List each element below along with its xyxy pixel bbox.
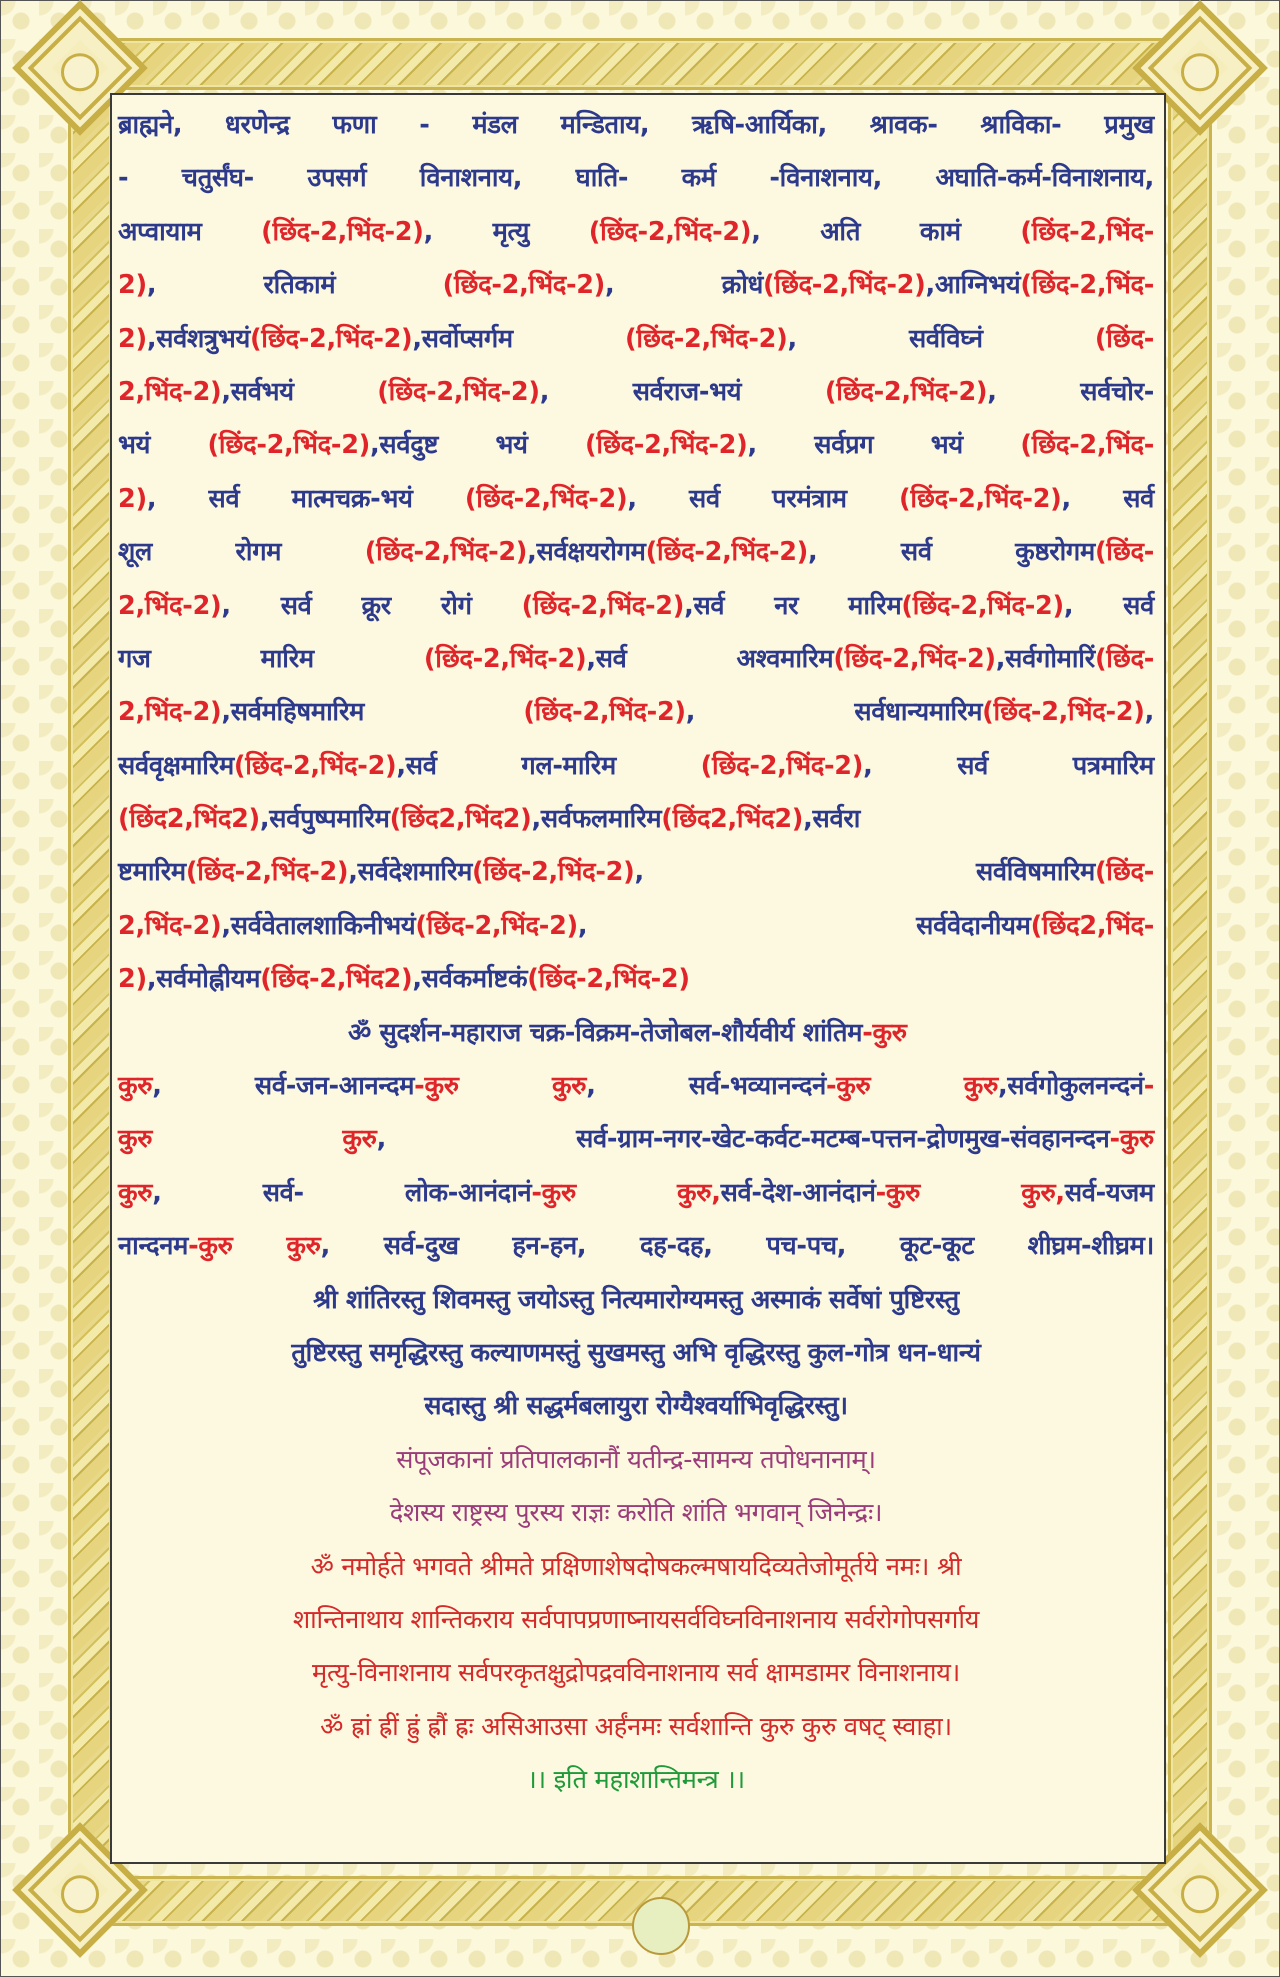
mantra-segment: शान्तिनाथाय शान्तिकराय सर्वपापप्रणाष्नायसर्वविघ्नविनाशनाय सर्वरोगोपसर्गाय [292,1604,980,1635]
mantra-refrain: 2) [118,964,147,995]
mantra-refrain: 2,भिंद-2) [118,910,222,941]
mantra-segment: , सर्व- लोक-आनंदानं [152,1177,532,1208]
mantra-segment: ॐ ह्रां ह्रीं ह्रुं ह्रौं ह्रः असिआउसा अर्हंनमः सर्वशान्ति कुरु कुरु वषट् स्वाहा। [320,1711,952,1742]
mantra-refrain: (छिंद-2,भिंद- [1020,216,1154,247]
mantra-segment: ,सर्वोप्सर्गम [412,323,625,354]
mantra-line [118,526,1154,579]
mantra-segment: सर्ववृक्षमारिम [118,750,234,781]
mantra-segment: ष्टमारिम [118,857,186,888]
mantra-segment: ,सर्वगोमारिं [995,643,1095,674]
mantra-line [118,1113,1154,1166]
mantra-line [118,793,1154,846]
mantra-segment: नान्दनम [118,1231,189,1262]
mantra-line [118,313,1154,366]
mantra-refrain: (छिंद-2,भिंद-2) [645,537,809,568]
mantra-refrain: (छिंद-2,भिंद2) [260,964,413,995]
mantra-segment: ,सर्वमोह्नीयम [146,964,261,995]
mantra-refrain: (छिंद2,भिंद2) [118,804,260,835]
mantra-segment: ,सर्वक्षयरोगम [527,537,646,568]
mantra-line [118,1701,1154,1754]
mantra-segment: देशस्य राष्ट्रस्य पुरस्य राज्ञः करोति शांति भगवान् जिनेन्द्रः। [389,1498,883,1529]
mantra-segment: , सर्व [1063,590,1154,621]
mantra-refrain: (छिंद-2,भिंद- [1020,270,1154,301]
mantra-segment: शूल रोगम [118,537,365,568]
mantra-line [118,206,1154,259]
mantra-refrain: -कुरु [862,1017,907,1048]
mantra-line [118,740,1154,793]
mantra-line [118,1220,1154,1273]
mantra-refrain: (छिंद- [1094,857,1154,888]
mantra-segment: ,सर्व गल-मारिम [396,750,701,781]
mantra-segment: , रतिकामं [146,270,443,301]
mantra-refrain: (छिंद-2,भिंद-2) [763,270,926,301]
frame-band-right [1168,38,1212,1926]
mantra-segment: ,सर्वगोकुलनन्दनं [998,1071,1144,1102]
mantra-refrain: -कुरु कुरु, [875,1177,1065,1208]
mantra-line [118,1380,1154,1433]
mantra-segment: ,सर्वशत्रुभयं [146,323,250,354]
mantra-segment: , सर्वचोर- [987,376,1154,407]
mantra-segment: ,सर्वपुष्पमारिम [259,804,390,835]
mantra-segment: अप्वायाम [118,216,262,247]
mantra-refrain: (छिंद-2,भिंद-2) [249,323,413,354]
mantra-text-panel [110,93,1166,1864]
mantra-segment: श्री शांतिरस्तु शिवमस्तु जयोऽस्तु नित्यमारोग्यमस्तु अस्माकं सर्वेषां पुष्टिरस्तु [313,1284,959,1315]
mantra-refrain: कुरु [118,1177,153,1208]
mantra-segment: , अति कामं [751,216,1021,247]
mantra-segment: ,सर्वकर्माष्टकं [412,964,528,995]
mantra-line [118,259,1154,312]
mantra-segment: सर्व-देश-आनंदानं [720,1177,876,1208]
mantra-refrain: (छिंद-2,भिंद-2) [588,216,752,247]
mantra-line [118,1007,1154,1060]
mantra-segment: भयं [118,430,208,461]
mantra-segment: ॐ नमोर्हते भगवते श्रीमते प्रक्षिणाशेषदोषकल्मषायदिव्यतेजोमूर्तये नमः। श्री [310,1551,962,1582]
mantra-refrain: (छिंद-2,भिंद-2) [824,376,988,407]
mantra-line [118,1327,1154,1380]
mantra-segment: गज मारिम [118,643,424,674]
mantra-refrain: -कुरु कुरु [825,1071,999,1102]
mantra-segment: ,सर्वरा [803,804,861,835]
mantra-refrain: 2) [118,483,147,514]
mantra-refrain: कुरु [118,1071,153,1102]
mantra-refrain: - [1143,1071,1154,1102]
mantra-refrain: (छिंद-2,भिंद- [1020,430,1154,461]
mantra-line [118,1274,1154,1327]
mantra-segment: , सर्व क्रूर रोगं [221,590,522,621]
mantra-segment: , सर्वप्रग भयं [747,430,1021,461]
mantra-segment: ,सर्व नर मारिम [684,590,902,621]
mantra-segment: ब्राह्मने, धरणेन्द्र फणा - मंडल मन्डिताय, ऋषि-आर्यिका, श्रावक- श्राविका- प्रमुख [118,110,1154,140]
mantra-line [118,1647,1154,1700]
mantra-segment: ,सर्वभयं [221,376,378,407]
mantra-line [118,1754,1154,1807]
mantra-line [118,1434,1154,1487]
mantra-segment: , क्रोधं [605,270,763,301]
mantra-segment: ,सर्वमहिषमारिम [221,697,524,728]
mantra-refrain: (छिंद- [1094,323,1154,354]
mantra-segment: सर्व-यजम [1064,1177,1154,1208]
mantra-refrain: (छिंद-2,भिंद-2) [901,590,1064,621]
mantra-line [118,152,1154,205]
mantra-line [118,846,1154,899]
frame-band-top [68,38,1212,90]
mantra-segment: , [1144,697,1154,728]
mantra-refrain: 2,भिंद-2) [118,697,222,728]
mantra-line [118,1541,1154,1594]
mantra-segment: , सर्वराज-भयं [539,376,825,407]
mantra-refrain: (छिंद-2,भिंद-2) [521,590,685,621]
mantra-segment: , सर्वविघ्नं [787,323,1095,354]
mantra-line [118,1594,1154,1647]
mantra-refrain: (छिंद- [1094,537,1154,568]
mantra-segment: , सर्वधान्यमारिम [685,697,983,728]
mantra-segment: , सर्व-ग्राम-नगर-खेट-कर्वट-मटम्ब-पत्तन-द्रोणमुख-संवहानन्दन [376,1124,1110,1155]
mantra-segment: , सर्व-दुख हन-हन, दह-दह, पच-पच, कूट-कूट शीघ्रम-शीघ्रम। [320,1231,1154,1262]
mantra-segment: तुष्टिरस्तु समृद्धिरस्तु कल्याणमस्तुं सुखमस्तु अभि वृद्धिरस्तु कुल-गोत्र धन-धान्यं [291,1337,981,1368]
mantra-segment: मृत्यु-विनाशनाय सर्वपरकृतक्षुद्रोपद्रवविनाशनाय सर्व क्षामडामर विनाशनाय। [312,1658,960,1689]
mantra-segment: संपूजकानां प्रतिपालकानौं यतीन्द्र-सामन्य तपोधनानाम्। [396,1444,876,1475]
mantra-refrain: (छिंद-2,भिंद-2) [700,750,864,781]
mantra-segment: , सर्व पत्रमारिम [863,750,1154,781]
mantra-line [118,1487,1154,1540]
mantra-refrain: (छिंद-2,भिंद-2) [899,483,1062,514]
mantra-refrain: (छिंद-2,भिंद-2) [833,643,996,674]
mantra-refrain: 2) [118,270,147,301]
mantra-refrain: (छिंद- [1094,643,1154,674]
mantra-segment: , सर्व मात्मचक्र-भयं [146,483,465,514]
mantra-line [118,99,1154,152]
mantra-segment: ,आग्निभयं [925,270,1021,301]
mantra-segment: ,सर्व अश्वमारिम [586,643,834,674]
mantra-segment: ।। इति महाशान्तिमन्त्र ।। [527,1765,745,1796]
mantra-segment: ,सर्वफलमारिम [531,804,662,835]
mantra-line [118,1167,1154,1220]
mantra-refrain: (छिंद2,भिंद2) [389,804,532,835]
mantra-segment: , सर्व [1061,483,1155,514]
mantra-segment: ,सर्वदेशमारिम [348,857,473,888]
mantra-segment: , सर्व-जन-आनन्दम [152,1071,415,1102]
mantra-line [118,419,1154,472]
mantra-refrain: (छिंद2,भिंद- [1030,910,1154,941]
mantra-refrain: (छिंद-2,भिंद-2) [233,750,397,781]
mantra-segment: सदास्तु श्री सद्धर्मबलायुरा रोग्यैश्वर्याभिवृद्धिरस्तु। [424,1391,848,1422]
mantra-refrain: -कुरु कुरु, [531,1177,721,1208]
mantra-segment: , सर्वविषमारिम [634,857,1095,888]
mantra-line [118,1060,1154,1113]
mantra-refrain: (छिंद-2,भिंद-2) [415,910,578,941]
mantra-refrain: -कुरु कुरु [188,1231,321,1262]
medallion-icon [632,1897,690,1955]
mantra-line [118,633,1154,686]
mantra-segment: , मृत्यु [423,216,589,247]
mantra-segment: ,सर्ववेतालशाकिनीभयं [221,910,416,941]
mantra-refrain: -कुरु कुरु [414,1071,587,1102]
mantra-refrain: 2) [118,323,147,354]
mantra-refrain: 2,भिंद-2) [118,376,222,407]
mantra-segment: , सर्व-भव्यानन्दनं [586,1071,826,1102]
mantra-line [118,686,1154,739]
mantra-refrain: (छिंद-2,भिंद-2) [472,857,635,888]
mantra-segment: ,सर्वदुष्ट भयं [370,430,586,461]
mantra-refrain: (छिंद-2,भिंद-2) [464,483,628,514]
mantra-refrain: 2,भिंद-2) [118,590,222,621]
mantra-line [118,580,1154,633]
mantra-refrain: (छिंद-2,भिंद-2) [625,323,788,354]
frame-band-left [68,38,114,1926]
mantra-refrain: -कुरु [1109,1124,1154,1155]
mantra-refrain: कुरु कुरु [118,1124,377,1155]
mantra-refrain: (छिंद2,भिंद2) [661,804,804,835]
mantra-refrain: (छिंद-2,भिंद-2) [261,216,424,247]
mantra-refrain: (छिंद-2,भिंद-2) [207,430,370,461]
mantra-refrain: (छिंद-2,भिंद-2) [364,537,528,568]
mantra-refrain: (छिंद-2,भिंद-2) [523,697,686,728]
mantra-refrain: (छिंद-2,भिंद-2) [377,376,540,407]
mantra-segment: , सर्व कुष्ठरोगम [808,537,1095,568]
mantra-line [118,953,1154,1006]
mantra-segment: , सर्ववेदानीयम [577,910,1031,941]
mantra-line [118,366,1154,419]
mantra-line [118,473,1154,526]
mantra-refrain: (छिंद-2,भिंद-2) [185,857,349,888]
mantra-refrain: (छिंद-2,भिंद-2) [423,643,587,674]
mantra-refrain: (छिंद-2,भिंद-2) [982,697,1145,728]
mantra-segment: - चतुर्संघ- उपसर्ग विनाशनाय, घाति- कर्म -विनाशनाय, अघाति-कर्म-विनाशनाय, [118,163,1154,194]
mantra-refrain: (छिंद-2,भिंद-2) [527,964,690,995]
mantra-line [118,900,1154,953]
mantra-segment: ॐ सुदर्शन-महाराज चक्र-विक्रम-तेजोबल-शौर्यवीर्य शांतिम [348,1017,863,1048]
mantra-segment: , सर्व परमंत्राम [627,483,900,514]
mantra-refrain: (छिंद-2,भिंद-2) [442,270,606,301]
mantra-refrain: (छिंद-2,भिंद-2) [585,430,748,461]
